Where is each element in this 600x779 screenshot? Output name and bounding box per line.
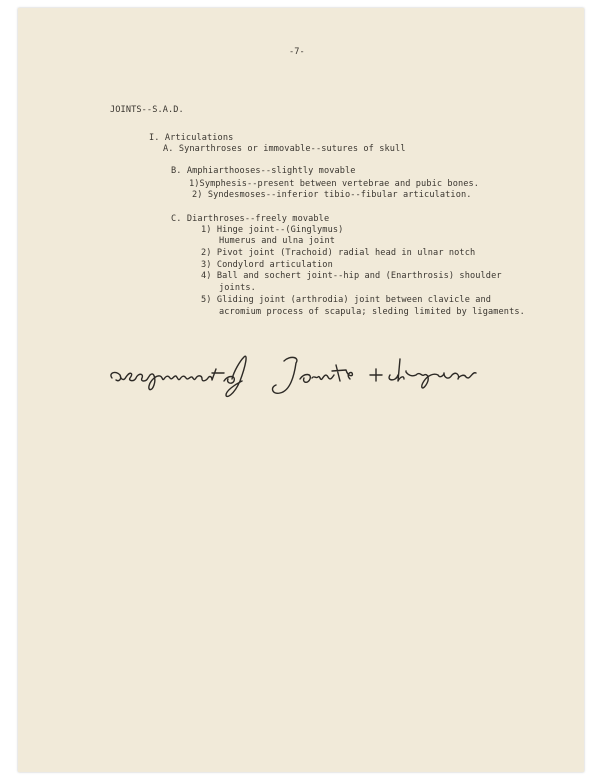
document-heading: JOINTS--S.A.D. [110,105,184,115]
outline-item-b2: 2) Syndesmoses--inferior tibio--fibular articulation. [192,190,472,200]
handwritten-note [108,351,568,401]
page-number: -7- [289,47,305,57]
document-page [18,8,584,772]
outline-item-b: B. Amphiarthooses--slightly movable [171,166,356,176]
outline-item-b1: 1)Symphesis--present between vertebrae and pubic bones. [189,179,480,189]
outline-item-c2: 2) Pivot joint (Trachoid) radial head in ulnar notch [201,248,476,258]
outline-item-c1: 1) Hinge joint--(Ginglymus) [201,225,344,235]
outline-item-c3: 3) Condylord articulation [201,260,333,270]
outline-item-c5-continued: acromium process of scapula; sleding limited by ligaments. [219,307,525,317]
outline-item-c1-continued: Humerus and ulna joint [219,236,336,246]
outline-item-c: C. Diarthroses--freely movable [171,214,330,224]
section-heading: I. Articulations [149,133,234,143]
outline-item-c4: 4) Ball and sochert joint--hip and (Enarthrosis) shoulder [201,271,502,281]
outline-item-a: A. Synarthroses or immovable--sutures of skull [163,144,406,154]
outline-item-c4-continued: joints. [219,283,256,293]
outline-item-c5: 5) Gliding joint (arthrodia) joint between clavicle and [201,295,492,305]
